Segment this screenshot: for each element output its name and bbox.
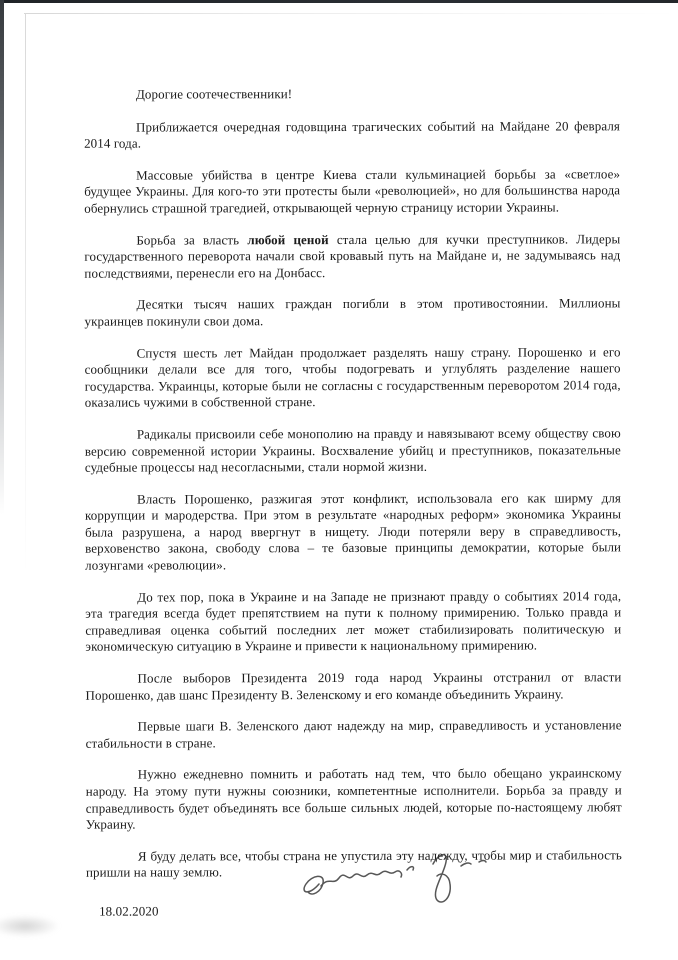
paragraph: Массовые убийства в центре Киева стали кульминацией борьбы за «светлое» будущее Украины. Для кого-то эти протесты были «революцией», но для большинства народа обернулись страшной трагедией, открывающей черную страницу истории Украины. [84, 166, 621, 216]
page-edge-horizontal [24, 13, 678, 14]
paragraph: Радикалы присвоили себе монополию на правду и навязывают всему обществу свою версию современной истории Украины. Восхваление убийц и преступников, показательные судебные процессы над несогласными, стали нормой жизни. [84, 425, 621, 475]
scan-left-edge [0, 0, 4, 660]
paragraph [84, 231, 620, 282]
signature-scribble [295, 840, 495, 910]
paragraph: Нужно ежедневно помнить и работать над тем, что было обещано украинскому народу. На этому пути нужны союзники, компетентные исполнители. Борьба за правду и справедливость будет объединять все больше сильных людей, которые по-настоящему любят Украину. [85, 765, 622, 832]
letter-date: 18.02.2020 [99, 903, 159, 919]
scan-top-edge [0, 0, 678, 3]
bold-phrase: любой ценой [247, 231, 329, 247]
paragraph: До тех пор, пока в Украине и на Западе не признают правду о событиях 2014 года, эта трагедия всегда будет препятствием на пути к полному примирению. Только правда и справедливая оценка событий последних лет может стабилизировать политическую и экономическую ситуацию в Украине и привести к национальному примирению. [85, 587, 622, 655]
letter-greeting: Дорогие соотечественники! [135, 86, 293, 102]
letter-body [84, 85, 622, 920]
paragraph-text: стала целью для кучки преступников. Лидеры государственного переворота начали свой кровавый путь на Майдане и, не задумываясь над последствиями, перенесли его на Донбасс. [84, 230, 621, 281]
paragraph: Власть Порошенко, разжигая этот конфликт, использовала его как ширму для коррупции и мародерства. При этом в результате «народных реформ» экономика Украины была разрушена, а народ ввергнут в нищету. Люди потеряли веру в справедливость, верховенство закона, свободу слова – те базовые принципы демократии, которые были лозунгами «революции». [85, 489, 622, 573]
scan-smudge [0, 915, 60, 937]
paragraph-text: Борьба за власть [136, 231, 248, 248]
paragraph: Приближается очередная годовщина трагических событий на Майдане 20 февраля 2014 года. [84, 117, 621, 151]
paragraph: Я буду делать все, чтобы страна не упустила эту надежду, чтобы мир и стабильность пришли на нашу землю. [85, 847, 622, 881]
paragraph: Десятки тысяч наших граждан погибли в этом противостоянии. Миллионы украинцев покинули свои дома. [84, 295, 621, 329]
paragraph: После выборов Президента 2019 года народ Украины отстранил от власти Порошенко, дав шанс Президенту В. Зеленскому и его команде объединить Украину. [85, 669, 622, 703]
page-edge-vertical [25, 13, 26, 573]
paragraph: Первые шаги В. Зеленского дают надежду на мир, справедливость и установление стабильности в стране. [85, 717, 622, 751]
paragraph: Спустя шесть лет Майдан продолжает разделять нашу страну. Порошенко и его сообщники делали все для того, чтобы подогревать и углублять разделение нашего государства. Украинцы, которые были не согласны с государственным переворотом 2014 года, оказались чужими в собственной стране. [84, 343, 621, 411]
